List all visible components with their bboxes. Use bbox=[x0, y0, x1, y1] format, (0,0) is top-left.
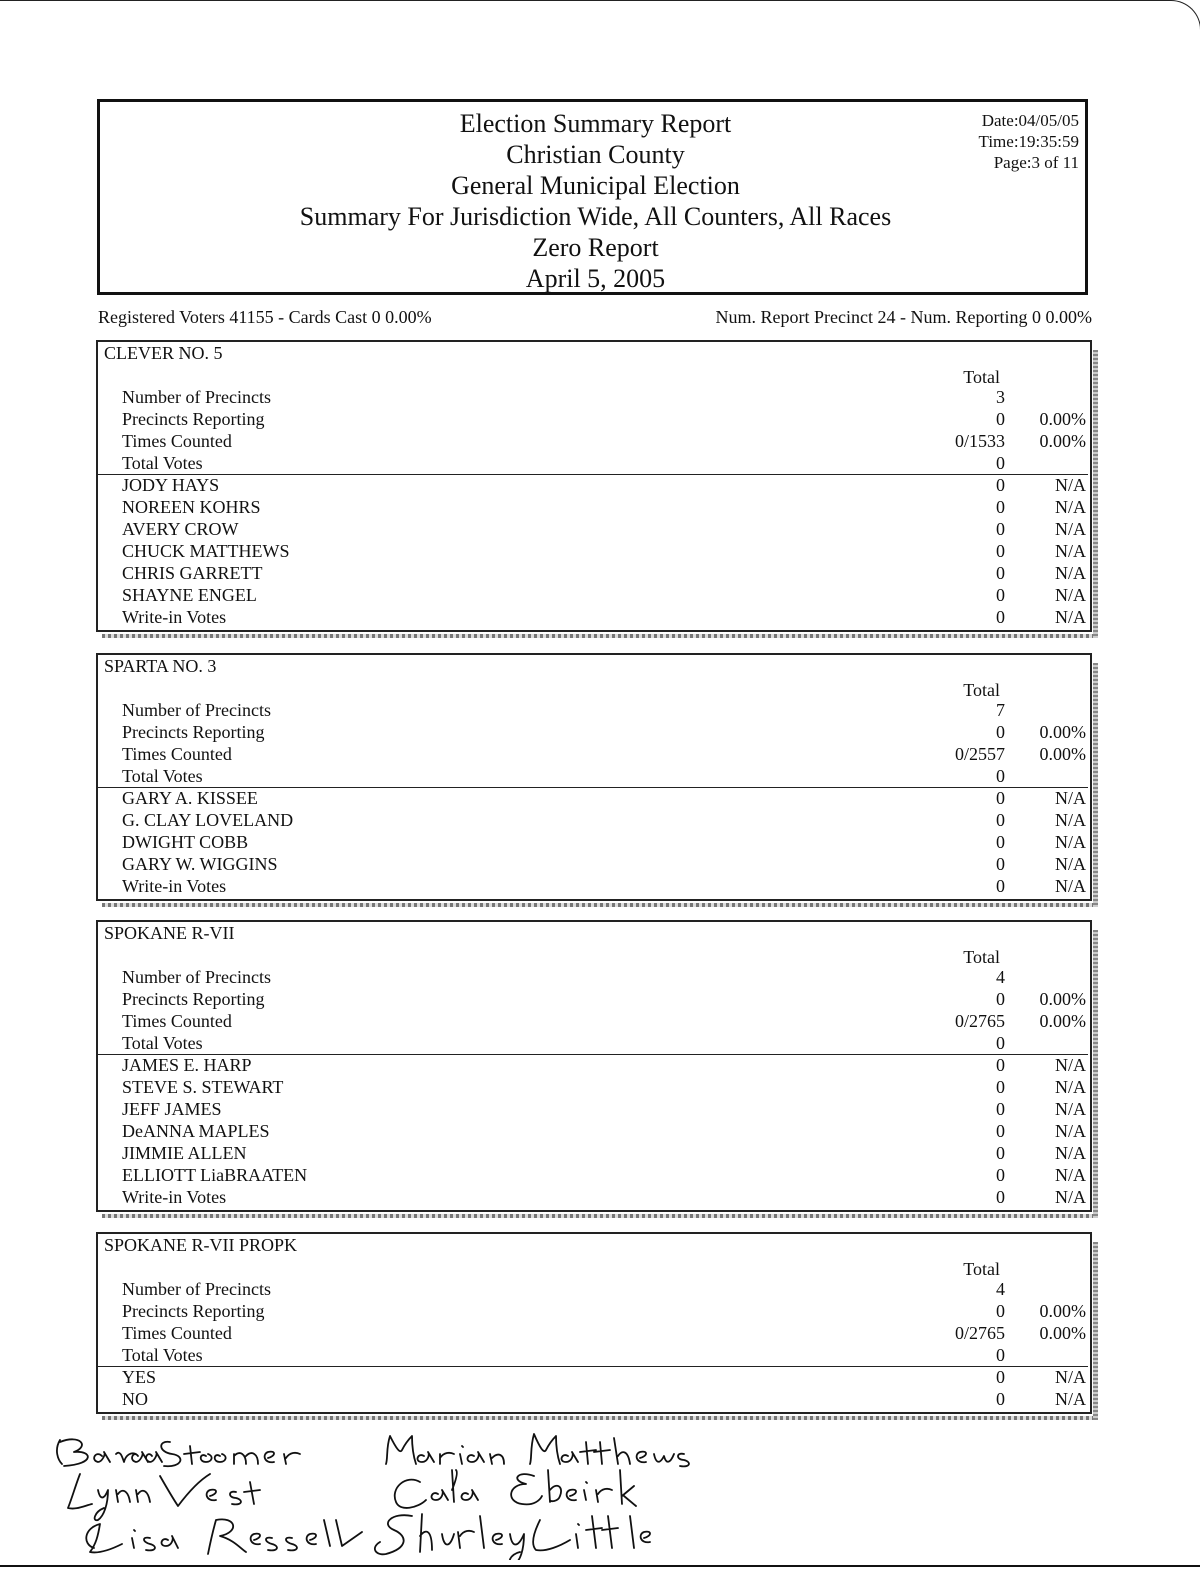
race-title: CLEVER NO. 5 bbox=[104, 343, 223, 363]
candidate-row bbox=[98, 1054, 1090, 1076]
stat-label: Total Votes bbox=[122, 453, 203, 473]
candidate-name: Write-in Votes bbox=[122, 1187, 227, 1207]
stat-label: Number of Precincts bbox=[122, 1279, 271, 1299]
stat-label: Times Counted bbox=[122, 431, 232, 451]
vote-total: 0 bbox=[996, 585, 1005, 605]
candidate-name: CHUCK MATTHEWS bbox=[122, 541, 290, 561]
vote-percent: N/A bbox=[1055, 832, 1086, 852]
candidate-row bbox=[98, 1366, 1090, 1388]
stat-row bbox=[98, 1010, 1090, 1032]
page-corner-fold bbox=[1160, 0, 1200, 41]
stat-row bbox=[98, 988, 1090, 1010]
candidate-row bbox=[98, 1186, 1090, 1208]
vote-percent: N/A bbox=[1055, 475, 1086, 495]
candidate-name: JEFF JAMES bbox=[122, 1099, 222, 1119]
stat-row bbox=[98, 430, 1090, 452]
race-title: SPARTA NO. 3 bbox=[104, 656, 217, 676]
race-box bbox=[96, 920, 1092, 1212]
stat-label: Number of Precincts bbox=[122, 387, 271, 407]
candidate-name: DWIGHT COBB bbox=[122, 832, 249, 852]
candidate-name: YES bbox=[122, 1367, 157, 1387]
vote-total: 0 bbox=[996, 1121, 1005, 1141]
handwritten-signatures bbox=[40, 1420, 740, 1560]
vote-percent: 0.00% bbox=[1039, 989, 1086, 1009]
registered-voters-summary: Registered Voters 41155 - Cards Cast 0 0.00% bbox=[98, 307, 432, 327]
vote-percent: 0.00% bbox=[1039, 744, 1086, 764]
total-column-header: Total bbox=[963, 1259, 1000, 1279]
race-box bbox=[96, 653, 1092, 901]
report-header bbox=[97, 99, 1088, 295]
candidate-name: G. CLAY LOVELAND bbox=[122, 810, 294, 830]
vote-percent: N/A bbox=[1055, 1187, 1086, 1207]
candidate-row bbox=[98, 809, 1090, 831]
candidate-name: GARY A. KISSEE bbox=[122, 788, 258, 808]
race-title: SPOKANE R-VII bbox=[104, 923, 235, 943]
vote-percent: N/A bbox=[1055, 1055, 1086, 1075]
candidate-name: NO bbox=[122, 1389, 148, 1409]
total-column-header: Total bbox=[963, 680, 1000, 700]
report-date: Date:04/05/05 bbox=[981, 111, 1079, 130]
vote-percent: N/A bbox=[1055, 563, 1086, 583]
stat-row bbox=[98, 966, 1090, 988]
vote-total: 0 bbox=[996, 1143, 1005, 1163]
stat-label: Precincts Reporting bbox=[122, 722, 265, 742]
vote-percent: N/A bbox=[1055, 1121, 1086, 1141]
candidate-row bbox=[98, 1076, 1090, 1098]
stat-row bbox=[98, 721, 1090, 743]
candidate-row bbox=[98, 1388, 1090, 1410]
vote-total: 0 bbox=[996, 1345, 1005, 1365]
vote-percent: N/A bbox=[1055, 1077, 1086, 1097]
stat-row bbox=[98, 386, 1090, 408]
candidate-name: JAMES E. HARP bbox=[122, 1055, 252, 1075]
vote-total: 0 bbox=[996, 832, 1005, 852]
stat-label: Times Counted bbox=[122, 744, 232, 764]
candidate-name: SHAYNE ENGEL bbox=[122, 585, 257, 605]
race-title: SPOKANE R-VII PROPK bbox=[104, 1235, 298, 1255]
vote-total: 0 bbox=[996, 409, 1005, 429]
vote-total: 0 bbox=[996, 989, 1005, 1009]
candidate-row bbox=[98, 1120, 1090, 1142]
vote-percent: N/A bbox=[1055, 1143, 1086, 1163]
vote-total: 0 bbox=[996, 722, 1005, 742]
stat-row bbox=[98, 743, 1090, 765]
signature-lynn-vest bbox=[68, 1474, 260, 1520]
vote-total: 0 bbox=[996, 475, 1005, 495]
candidate-name: Write-in Votes bbox=[122, 876, 227, 896]
vote-total: 0 bbox=[996, 1367, 1005, 1387]
candidate-name: Write-in Votes bbox=[122, 607, 227, 627]
vote-percent: 0.00% bbox=[1039, 431, 1086, 451]
stat-row bbox=[98, 699, 1090, 721]
candidate-row bbox=[98, 787, 1090, 809]
vote-percent: 0.00% bbox=[1039, 1011, 1086, 1031]
report-title: Election Summary Report bbox=[459, 109, 732, 138]
stat-row bbox=[98, 452, 1090, 474]
candidate-name: GARY W. WIGGINS bbox=[122, 854, 278, 874]
vote-total: 0 bbox=[996, 1033, 1005, 1053]
stat-row bbox=[98, 1278, 1090, 1300]
report-type: Zero Report bbox=[532, 233, 659, 262]
candidate-name: ELLIOTT LiaBRAATEN bbox=[122, 1165, 308, 1185]
stat-row bbox=[98, 1344, 1090, 1366]
vote-percent: N/A bbox=[1055, 541, 1086, 561]
vote-total: 0 bbox=[996, 1165, 1005, 1185]
vote-total: 0/1533 bbox=[954, 431, 1005, 451]
stat-label: Precincts Reporting bbox=[122, 1301, 265, 1321]
candidate-row bbox=[98, 831, 1090, 853]
vote-total: 3 bbox=[996, 387, 1005, 407]
vote-total: 0 bbox=[996, 453, 1005, 473]
stat-label: Number of Precincts bbox=[122, 700, 271, 720]
vote-total: 0 bbox=[996, 766, 1005, 786]
total-column-header: Total bbox=[963, 947, 1000, 967]
stat-row bbox=[98, 408, 1090, 430]
signature-lisa-russell bbox=[86, 1519, 362, 1554]
vote-total: 4 bbox=[996, 1279, 1005, 1299]
candidate-row bbox=[98, 1098, 1090, 1120]
vote-percent: N/A bbox=[1055, 607, 1086, 627]
vote-total: 4 bbox=[996, 967, 1005, 987]
candidate-row bbox=[98, 474, 1090, 496]
stat-label: Number of Precincts bbox=[122, 967, 271, 987]
candidate-name: JIMMIE ALLEN bbox=[122, 1143, 247, 1163]
page-bottom-edge bbox=[0, 1565, 1200, 1567]
vote-total: 0 bbox=[996, 541, 1005, 561]
election-date: April 5, 2005 bbox=[525, 264, 666, 293]
stat-label: Times Counted bbox=[122, 1323, 232, 1343]
vote-total: 0 bbox=[996, 607, 1005, 627]
page-top-edge bbox=[0, 0, 1160, 11]
candidate-row bbox=[98, 606, 1090, 628]
stat-label: Total Votes bbox=[122, 1345, 203, 1365]
vote-percent: N/A bbox=[1055, 1099, 1086, 1119]
candidate-row bbox=[98, 875, 1090, 897]
summary-scope: Summary For Jurisdiction Wide, All Counters, All Races bbox=[299, 202, 892, 231]
vote-total: 7 bbox=[996, 700, 1005, 720]
candidate-name: STEVE S. STEWART bbox=[122, 1077, 284, 1097]
report-time: Time:19:35:59 bbox=[978, 132, 1079, 151]
vote-total: 0/2765 bbox=[954, 1011, 1005, 1031]
precinct-reporting-summary: Num. Report Precinct 24 - Num. Reporting 0 0.00% bbox=[715, 307, 1092, 327]
vote-total: 0 bbox=[996, 1389, 1005, 1409]
vote-percent: 0.00% bbox=[1039, 409, 1086, 429]
race-box bbox=[96, 340, 1092, 632]
vote-percent: 0.00% bbox=[1039, 722, 1086, 742]
vote-percent: N/A bbox=[1055, 585, 1086, 605]
stat-label: Total Votes bbox=[122, 1033, 203, 1053]
candidate-row bbox=[98, 496, 1090, 518]
stat-label: Precincts Reporting bbox=[122, 989, 265, 1009]
stat-label: Times Counted bbox=[122, 1011, 232, 1031]
vote-total: 0 bbox=[996, 563, 1005, 583]
candidate-row bbox=[98, 1164, 1090, 1186]
vote-percent: N/A bbox=[1055, 810, 1086, 830]
report-page: Page:3 of 11 bbox=[993, 153, 1079, 172]
vote-total: 0/2765 bbox=[954, 1323, 1005, 1343]
vote-percent: N/A bbox=[1055, 1389, 1086, 1409]
vote-total: 0 bbox=[996, 1099, 1005, 1119]
stat-label: Precincts Reporting bbox=[122, 409, 265, 429]
vote-total: 0 bbox=[996, 1301, 1005, 1321]
candidate-row bbox=[98, 853, 1090, 875]
report-meta bbox=[979, 110, 1079, 173]
stat-label: Total Votes bbox=[122, 766, 203, 786]
vote-total: 0 bbox=[996, 854, 1005, 874]
race-box bbox=[96, 1232, 1092, 1414]
stat-row bbox=[98, 1322, 1090, 1344]
candidate-name: NOREEN KOHRS bbox=[122, 497, 261, 517]
signature-marian-matthews bbox=[386, 1434, 689, 1466]
signature-carla-ebeirk bbox=[395, 1470, 636, 1508]
total-column-header: Total bbox=[963, 367, 1000, 387]
vote-total: 0 bbox=[996, 1055, 1005, 1075]
vote-total: 0/2557 bbox=[954, 744, 1005, 764]
signature-shirley-little bbox=[375, 1514, 650, 1560]
vote-total: 0 bbox=[996, 1187, 1005, 1207]
candidate-row bbox=[98, 1142, 1090, 1164]
vote-percent: N/A bbox=[1055, 497, 1086, 517]
vote-total: 0 bbox=[996, 876, 1005, 896]
candidate-row bbox=[98, 562, 1090, 584]
vote-total: 0 bbox=[996, 788, 1005, 808]
vote-percent: N/A bbox=[1055, 876, 1086, 896]
vote-percent: N/A bbox=[1055, 1367, 1086, 1387]
vote-total: 0 bbox=[996, 497, 1005, 517]
vote-percent: N/A bbox=[1055, 854, 1086, 874]
vote-percent: 0.00% bbox=[1039, 1323, 1086, 1343]
stat-row bbox=[98, 1300, 1090, 1322]
candidate-name: CHRIS GARRETT bbox=[122, 563, 263, 583]
candidate-row bbox=[98, 540, 1090, 562]
vote-percent: 0.00% bbox=[1039, 1301, 1086, 1321]
candidate-row bbox=[98, 584, 1090, 606]
vote-total: 0 bbox=[996, 1077, 1005, 1097]
signature-barbara-stoner bbox=[57, 1439, 300, 1466]
vote-percent: N/A bbox=[1055, 519, 1086, 539]
vote-total: 0 bbox=[996, 519, 1005, 539]
election-name: General Municipal Election bbox=[451, 171, 740, 200]
candidate-name: DeANNA MAPLES bbox=[122, 1121, 270, 1141]
stat-row bbox=[98, 765, 1090, 787]
vote-percent: N/A bbox=[1055, 788, 1086, 808]
vote-percent: N/A bbox=[1055, 1165, 1086, 1185]
stat-row bbox=[98, 1032, 1090, 1054]
candidate-name: JODY HAYS bbox=[122, 475, 220, 495]
candidate-name: AVERY CROW bbox=[122, 519, 239, 539]
county-name: Christian County bbox=[506, 140, 685, 169]
candidate-row bbox=[98, 518, 1090, 540]
vote-total: 0 bbox=[996, 810, 1005, 830]
